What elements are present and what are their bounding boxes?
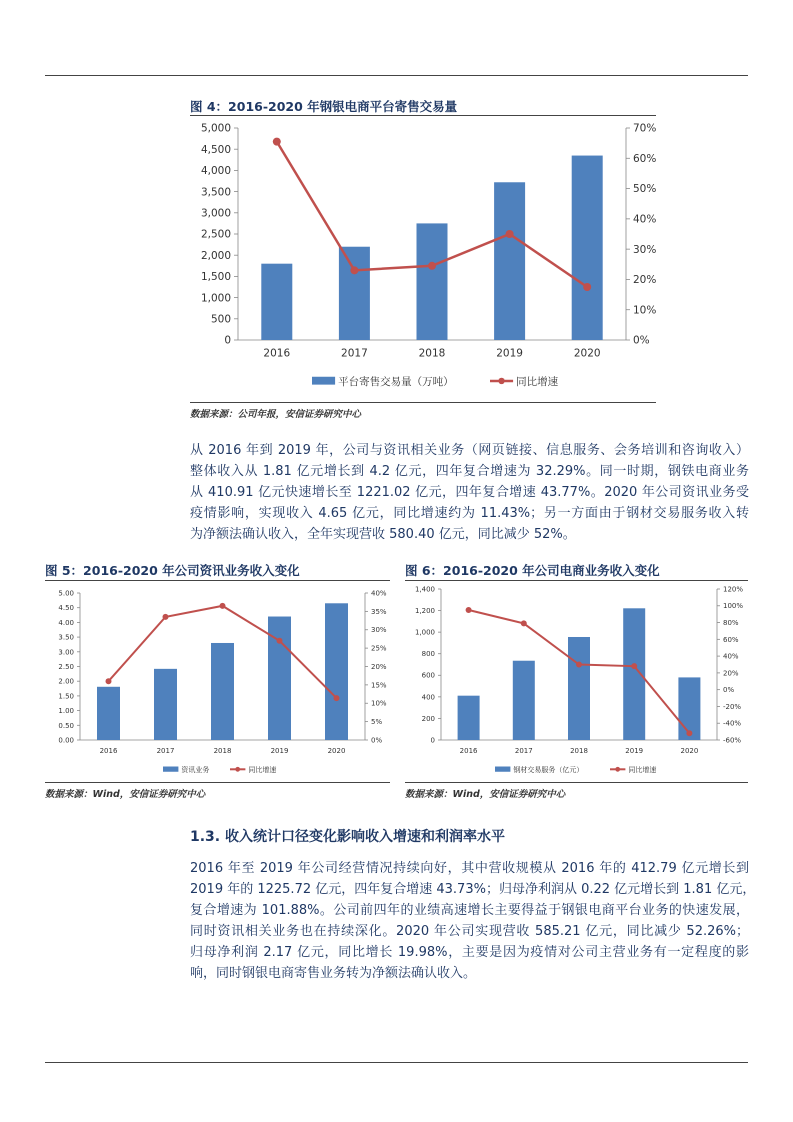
y-left-tick-label: 600 <box>421 671 435 680</box>
y-right-tick-label: 40% <box>633 213 656 226</box>
para1-line: 从 410.91 亿元快速增长至 1221.02 亿元，四年复合增速 43.77%。2020 年公司资讯业务受 <box>190 485 749 500</box>
bar <box>154 669 177 740</box>
y-left-tick-label: 4,500 <box>200 143 231 156</box>
growth-point <box>277 638 283 644</box>
y-right-tick-label: 60% <box>633 152 656 165</box>
bar <box>97 687 120 740</box>
y-left-tick-label: 1,000 <box>414 628 435 637</box>
y-left-tick-label: 0 <box>430 736 435 745</box>
para1-line: 从 2016 年到 2019 年，公司与资讯相关业务（网页链接、信息服务、会务培训和咨询收入） <box>190 443 749 458</box>
y-left-tick-label: 3.00 <box>58 648 74 657</box>
x-tick-label: 2018 <box>213 747 232 755</box>
para2-line: 2016 年至 2019 年公司经营情况持续向好，其中营收规模从 2016 年的 412.79 亿元增长到 <box>190 861 749 876</box>
x-tick-label: 2020 <box>573 347 601 360</box>
y-left-tick-label: 3.50 <box>58 633 74 642</box>
y-right-tick-label: 60% <box>723 635 739 644</box>
bar <box>494 182 525 340</box>
para1-line: 疫情影响，实现收入 4.65 亿元，同比增速约为 11.43%；另一方面由于钢材交易服务收入转 <box>190 506 749 521</box>
y-left-tick-label: 2,000 <box>200 249 231 262</box>
y-right-tick-label: -60% <box>723 736 742 745</box>
fig4-top-rule <box>190 115 656 116</box>
y-right-tick-label: -40% <box>723 719 742 728</box>
y-right-tick-label: 20% <box>633 274 656 287</box>
legend-line-label: 同比增速 <box>516 376 559 389</box>
para1-line: 整体收入从 1.81 亿元增长到 4.2 亿元，四年复合增速为 32.29%。同一时期，钢铁电商业务 <box>190 464 749 479</box>
x-tick-label: 2019 <box>625 747 644 755</box>
x-tick-label: 2019 <box>496 347 523 360</box>
x-tick-label: 2017 <box>514 747 533 755</box>
legend-bar-swatch <box>163 767 178 772</box>
growth-point <box>506 230 514 238</box>
y-right-tick-label: 100% <box>723 602 744 611</box>
legend-line-marker <box>615 767 620 772</box>
y-left-tick-label: 5,000 <box>200 122 231 135</box>
bar <box>513 661 535 740</box>
growth-point <box>631 663 637 669</box>
y-right-tick-label: 0% <box>723 686 735 695</box>
x-tick-label: 2020 <box>327 747 346 755</box>
y-left-tick-label: 400 <box>421 693 435 702</box>
growth-point <box>576 662 582 668</box>
growth-point <box>350 266 358 274</box>
y-left-tick-label: 0.00 <box>58 736 74 745</box>
fig4-bottom-rule <box>190 402 656 403</box>
y-right-tick-label: 70% <box>633 122 656 135</box>
bar <box>339 247 370 340</box>
y-left-tick-label: 500 <box>210 313 231 326</box>
y-left-tick-label: 1,200 <box>414 607 435 616</box>
x-tick-label: 2018 <box>570 747 588 755</box>
x-tick-label: 2017 <box>341 347 368 360</box>
legend-bar-swatch <box>312 377 335 385</box>
para2-line: 归母净利润 2.17 亿元，同比增长 19.98%，主要是因为疫情对公司主营业务有一定程度的影 <box>190 945 749 960</box>
x-tick-label: 2016 <box>99 747 118 755</box>
paragraph-1 <box>190 440 749 545</box>
y-right-tick-label: 5% <box>371 718 383 727</box>
growth-point <box>273 138 281 146</box>
legend-bar-swatch <box>495 767 510 772</box>
x-tick-label: 2017 <box>156 747 175 755</box>
y-right-tick-label: 20% <box>371 662 387 671</box>
bar <box>572 156 603 340</box>
y-right-tick-label: 20% <box>723 669 739 678</box>
x-tick-label: 2018 <box>418 347 446 360</box>
growth-point <box>428 262 436 270</box>
x-tick-label: 2020 <box>680 747 699 755</box>
y-right-tick-label: 35% <box>371 607 387 616</box>
y-right-tick-label: 30% <box>633 243 656 256</box>
fig6-title: 图 6：2016-2020 年公司电商业务收入变化 <box>405 563 660 578</box>
x-tick-label: 2016 <box>263 347 291 360</box>
para2-line: 2019 年的 1225.72 亿元，四年复合增速 43.73%；归母净利润从 0.22 亿元增长到 1.81 亿元， <box>190 882 756 897</box>
growth-point <box>686 730 692 736</box>
para1-line: 为净额法确认收入，全年实现营收 580.40 亿元，同比减少 52%。 <box>190 527 576 542</box>
legend-bar-label: 钢材交易服务（亿元） <box>513 766 584 775</box>
y-left-tick-label: 1.50 <box>58 692 74 701</box>
para2-line: 响，同时钢银电商寄售业务转为净额法确认收入。 <box>190 966 477 981</box>
bar <box>417 223 448 340</box>
y-left-tick-label: 800 <box>421 650 435 659</box>
x-tick-label: 2019 <box>270 747 289 755</box>
fig4-title: 图 4：2016-2020 年钢银电商平台寄售交易量 <box>190 99 458 114</box>
bar <box>325 603 348 740</box>
growth-point <box>521 620 527 626</box>
y-right-tick-label: 0% <box>633 334 650 347</box>
legend-bar-label: 资讯业务 <box>181 766 210 775</box>
legend-line-marker <box>498 378 504 384</box>
growth-point <box>106 678 112 684</box>
y-left-tick-label: 4.50 <box>58 604 74 613</box>
y-right-tick-label: 10% <box>633 304 656 317</box>
footer-rule <box>45 1062 748 1063</box>
y-right-tick-label: 10% <box>371 699 387 708</box>
y-left-tick-label: 2,500 <box>200 228 231 241</box>
paragraph-2 <box>190 858 756 984</box>
y-right-tick-label: 15% <box>371 681 387 690</box>
y-right-tick-label: 40% <box>723 652 739 661</box>
legend-line-label: 同比增速 <box>628 766 657 775</box>
fig4-chart <box>190 118 656 400</box>
y-right-tick-label: 80% <box>723 619 739 628</box>
y-right-tick-label: 120% <box>723 585 744 594</box>
para2-line: 复合增速为 101.88%。公司前四年的业绩高速增长主要得益于钢银电商平台业务的快速发展， <box>190 903 749 918</box>
y-left-tick-label: 1.00 <box>58 707 74 716</box>
y-left-tick-label: 3,000 <box>200 207 231 220</box>
header-rule <box>45 75 748 76</box>
fig5-source: 数据来源：Wind，安信证券研究中心 <box>45 789 206 800</box>
y-left-tick-label: 1,400 <box>414 585 435 594</box>
fig5-chart <box>45 583 390 780</box>
y-right-tick-label: 30% <box>371 626 387 635</box>
y-left-tick-label: 200 <box>421 714 435 723</box>
fig6-top-rule <box>405 580 748 581</box>
x-tick-label: 2016 <box>459 747 478 755</box>
y-left-tick-label: 5.00 <box>58 589 74 598</box>
legend-line-label: 同比增速 <box>248 766 277 775</box>
y-left-tick-label: 4.00 <box>58 618 74 627</box>
fig6-bottom-rule <box>405 782 748 783</box>
fig6-chart <box>405 583 748 780</box>
fig5-bottom-rule <box>45 782 390 783</box>
bar <box>211 643 234 740</box>
bar <box>261 264 292 340</box>
y-left-tick-label: 2.00 <box>58 677 74 686</box>
y-left-tick-label: 3,500 <box>200 186 231 199</box>
growth-point <box>220 603 226 609</box>
y-right-tick-label: 40% <box>371 589 387 598</box>
y-right-tick-label: 50% <box>633 183 656 196</box>
legend-bar-label: 平台寄售交易量（万吨） <box>338 376 454 389</box>
y-right-tick-label: 0% <box>371 736 383 745</box>
y-left-tick-label: 4,000 <box>200 165 231 178</box>
legend-line-marker <box>235 767 240 772</box>
y-right-tick-label: -20% <box>723 702 742 711</box>
fig4-source: 数据来源：公司年报，安信证券研究中心 <box>190 409 362 420</box>
y-left-tick-label: 1,000 <box>200 292 231 305</box>
growth-point <box>163 614 169 620</box>
bar <box>568 637 590 740</box>
y-left-tick-label: 2.50 <box>58 662 74 671</box>
fig6-source: 数据来源：Wind，安信证券研究中心 <box>405 789 566 800</box>
growth-point <box>466 607 472 613</box>
section-heading: 1.3. 收入统计口径变化影响收入增速和利润率水平 <box>190 829 505 845</box>
y-left-tick-label: 0.50 <box>58 721 74 730</box>
para2-line: 同时资讯相关业务也在持续深化。2020 年公司实现营收 585.21 亿元，同比减少 52.26%； <box>190 924 749 939</box>
bar <box>458 696 480 740</box>
y-right-tick-label: 25% <box>371 644 387 653</box>
fig5-top-rule <box>45 580 390 581</box>
growth-point <box>334 695 340 701</box>
y-left-tick-label: 0 <box>224 334 231 347</box>
fig5-title: 图 5：2016-2020 年公司资讯业务收入变化 <box>45 563 300 578</box>
growth-point <box>583 283 591 291</box>
y-left-tick-label: 1,500 <box>200 271 231 284</box>
